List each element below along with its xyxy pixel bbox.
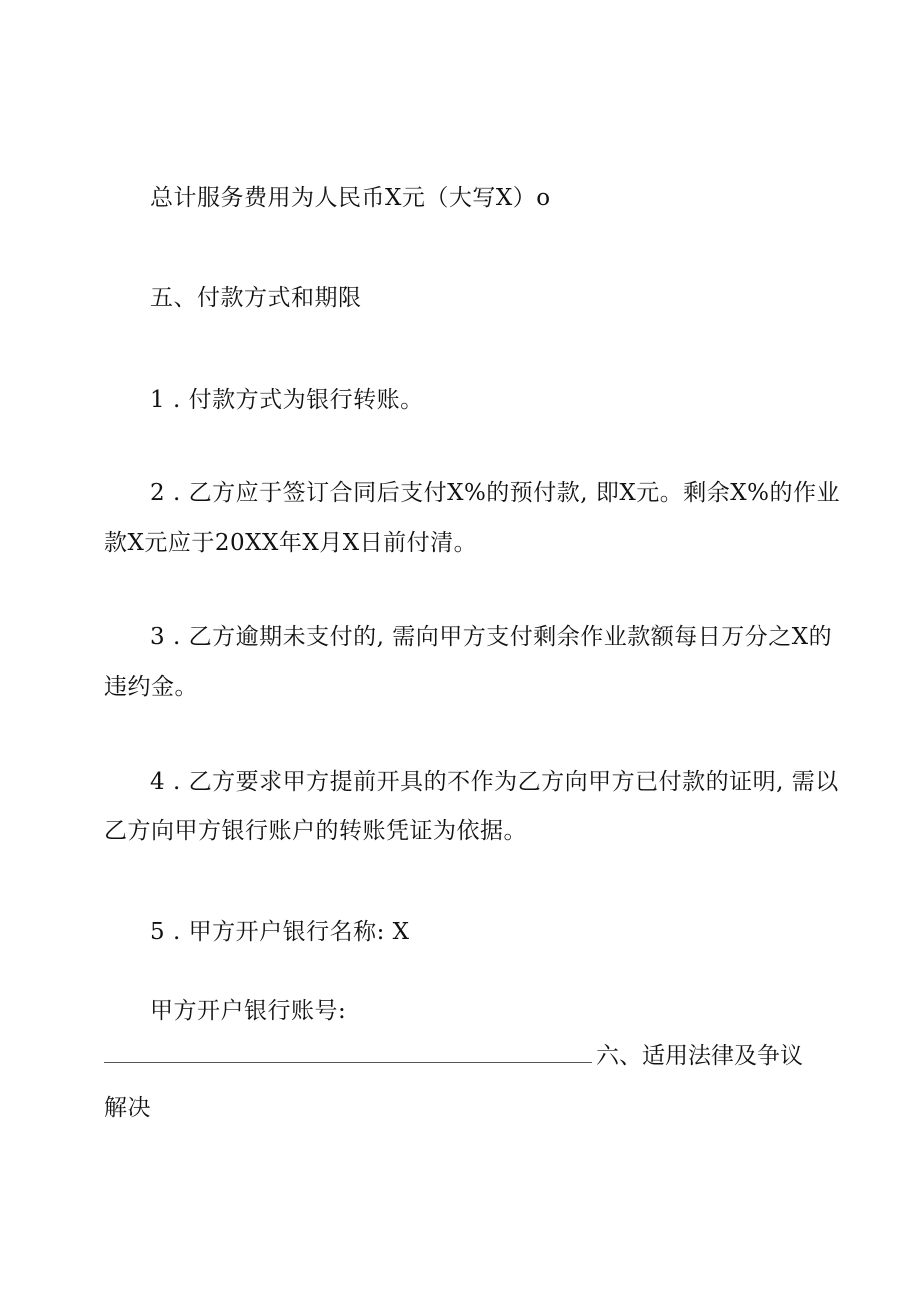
clause-4-line-2: 乙方向甲方银行账户的转账凭证为依据。	[104, 818, 527, 844]
bank-account-label: 甲方开户银行账号:	[150, 998, 347, 1024]
clause-3-line-2: 违约金。	[104, 674, 198, 700]
section-five-heading: 五、付款方式和期限	[150, 285, 362, 311]
bank-account-blank	[104, 1040, 592, 1063]
total-fee-line: 总计服务费用为人民币X元（大写X）o	[150, 185, 551, 211]
bank-account-row	[104, 1040, 824, 1072]
section-six-heading: 六、适用法律及争议	[596, 1043, 803, 1069]
clause-3-line-1: 3 . 乙方逾期未支付的, 需向甲方支付剩余作业款额每日万分之X的	[150, 624, 833, 650]
section-six-heading-continued: 解决	[104, 1095, 151, 1121]
clause-5-bank-name: 5 . 甲方开户银行名称: X	[150, 919, 410, 945]
clause-2-line-1: 2 . 乙方应于签订合同后支付X%的预付款, 即X元。剩余X%的作业	[150, 480, 841, 506]
clause-2-line-2: 款X元应于20XX年X月X日前付清。	[104, 530, 478, 556]
clause-4-line-1: 4 . 乙方要求甲方提前开具的不作为乙方向甲方已付款的证明, 需以	[150, 769, 839, 795]
clause-1-line: 1 . 付款方式为银行转账。	[150, 387, 424, 413]
